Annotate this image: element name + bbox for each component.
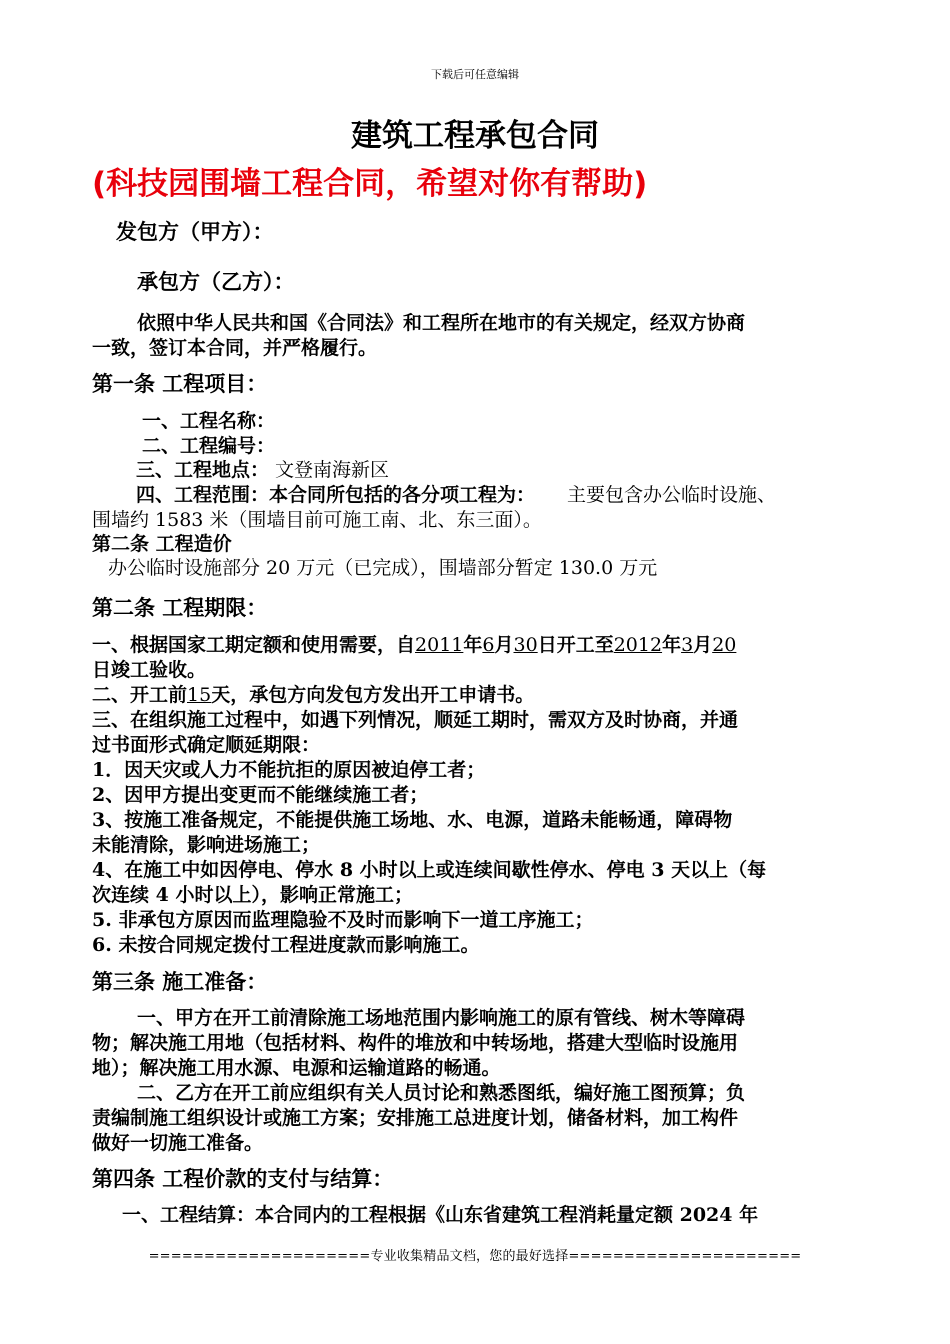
delay-item-4a: 4、在施工中如因停电、停水 8 小时以上或连续间歇性停水、停电 3 天以上（每 <box>92 859 767 881</box>
delay-item-4b: 次连续 4 小时以上），影响正常施工； <box>92 884 413 906</box>
prep-p1-line-1: 一、甲方在开工前清除施工场地范围内影响施工的原有管线、树木等障碍 <box>137 1007 746 1029</box>
end-month: 3 <box>681 634 694 656</box>
period-line-1: 一、根据国家工期定额和使用需要，自2011年6月30日开工至2012年3月20 <box>92 634 737 656</box>
delay-item-6: 6. 未按合同规定拨付工程进度款而影响施工。 <box>92 934 480 956</box>
intro-line-1: 依照中华人民共和国《合同法》和工程所在地市的有关规定，经双方协商 <box>137 312 746 334</box>
end-year: 2012 <box>613 634 663 656</box>
period-line-1-end: 日竣工验收。 <box>92 659 207 681</box>
project-scope-continued: 围墙约 1583 米（围墙目前可施工南、北、东三面）。 <box>92 509 542 531</box>
article-2-period-heading: 第二条 工程期限： <box>92 595 268 620</box>
intro-line-2: 一致，签订本合同，并严格履行。 <box>92 337 378 359</box>
article-3-heading: 第三条 施工准备： <box>92 969 268 994</box>
project-location-label: 三、工程地点： <box>136 459 270 481</box>
prep-p1-line-2: 物；解决施工用地（包括材料、构件的堆放和中转场地，搭建大型临时设施用 <box>92 1032 739 1054</box>
document-title: 建筑工程承包合同 <box>351 118 599 154</box>
prep-p1-line-3: 地）；解决施工用水源、电源和运输道路的畅通。 <box>92 1057 501 1079</box>
start-month: 6 <box>482 634 495 656</box>
period-intro-text: 一、根据国家工期定额和使用需要，自 <box>92 634 416 656</box>
end-day: 20 <box>712 634 737 656</box>
article-4-heading: 第四条 工程价款的支付与结算： <box>92 1166 394 1191</box>
period-line-3b: 过书面形式确定顺延期限： <box>92 734 321 756</box>
cost-value: 办公临时设施部分 20 万元（已完成），围墙部分暂定 130.0 万元 <box>108 557 658 579</box>
delay-item-3b: 未能清除，影响进场施工； <box>92 834 321 856</box>
delay-item-5: 5. 非承包方原因而监理隐验不及时而影响下一道工序施工； <box>92 909 594 931</box>
project-scope <box>136 480 776 507</box>
page-header: 下载后可任意编辑 <box>431 68 519 81</box>
start-day: 30 <box>513 634 538 656</box>
delay-item-3a: 3、按施工准备规定，不能提供施工场地、水、电源，道路未能畅通，障碍物 <box>92 809 733 831</box>
start-year: 2011 <box>415 634 464 656</box>
page-footer: ====================专业收集精品文档，您的最好选择===================== <box>148 1249 802 1264</box>
period-p2-suffix: 天，承包方向发包方发出开工申请书。 <box>211 684 535 706</box>
period-line-3a: 三、在组织施工过程中，如遇下列情况，顺延工期时，需双方及时协商，并通 <box>92 709 739 731</box>
project-name-label: 一、工程名称： <box>142 410 276 432</box>
article-2-cost-heading: 第二条 工程造价 <box>92 533 232 555</box>
delay-item-2: 2、因甲方提出变更而不能继续施工者； <box>92 784 429 806</box>
project-location <box>136 455 389 482</box>
period-p2-prefix: 二、开工前 <box>92 684 188 706</box>
period-days: 15 <box>187 684 212 706</box>
prep-p2-line-1: 二、乙方在开工前应组织有关人员讨论和熟悉图纸，编好施工图预算；负 <box>137 1082 746 1104</box>
project-scope-value: 主要包含办公临时设施、 <box>567 484 777 506</box>
article-1-heading: 第一条 工程项目： <box>92 371 268 396</box>
party-b-label: 承包方（乙方）： <box>137 269 295 294</box>
party-a-label: 发包方（甲方）： <box>116 219 274 244</box>
project-scope-label: 四、工程范围：本合同所包括的各分项工程为： <box>136 484 536 506</box>
project-location-value: 文登南海新区 <box>275 459 390 481</box>
delay-item-1: 1．因天灾或人力不能抗拒的原因被迫停工者； <box>92 759 486 781</box>
period-line-2 <box>92 680 534 707</box>
prep-p2-line-3: 做好一切施工准备。 <box>92 1132 264 1154</box>
settlement-line-1: 一、工程结算：本合同内的工程根据《山东省建筑工程消耗量定额 2024 年 <box>122 1204 759 1226</box>
document-subtitle: (科技园围墙工程合同，希望对你有帮助) <box>92 166 648 202</box>
project-number-label: 二、工程编号： <box>142 435 276 457</box>
prep-p2-line-2: 责编制施工组织设计或施工方案；安排施工总进度计划，储备材料，加工构件 <box>92 1107 739 1129</box>
